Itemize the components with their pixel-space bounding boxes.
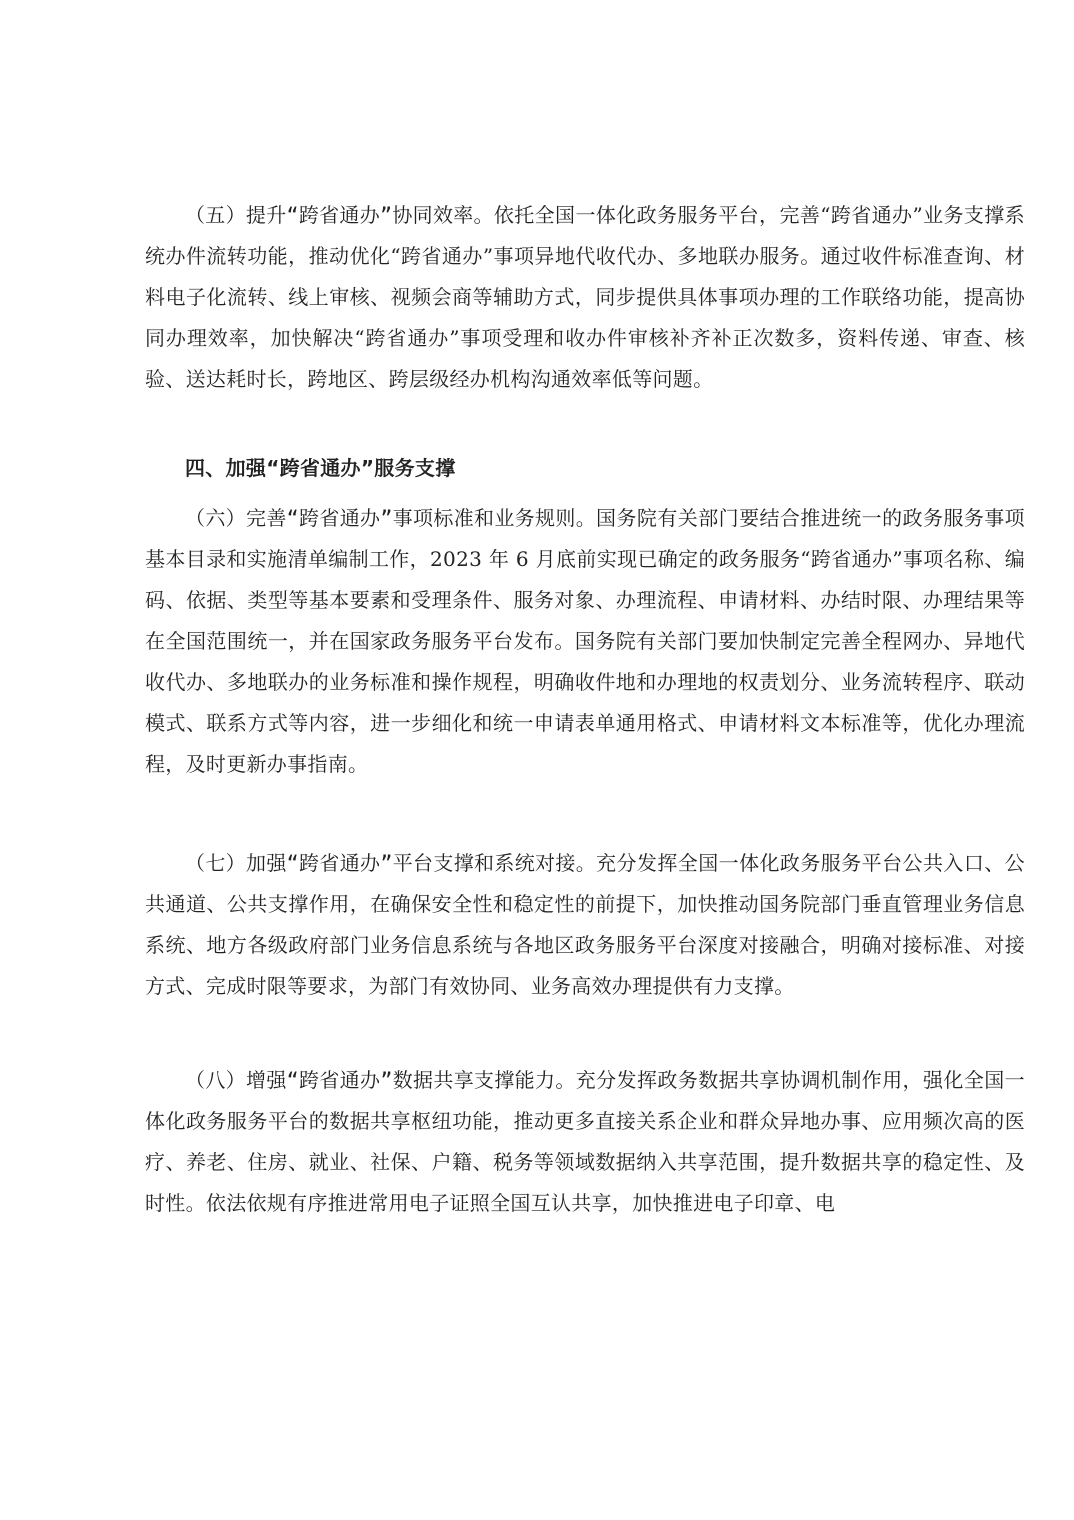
paragraph-eight	[145, 1060, 1025, 1224]
paragraph-five	[145, 195, 1025, 400]
paragraph-five-text: 依托全国一体化政务服务平台，完善“跨省通办”业务支撑系统办件流转功能，推动优化“跨省通办”事项异地代收代办、多地联办服务。通过收件标准查询、材料电子化流转、线上审核、视频会商等辅助方式，同步提供具体事项办理的工作联络功能，提高协同办理效率，加快解决“跨省通办”事项受理和收办件审核补齐补正次数多，资料传递、审查、核验、送达耗时长，跨地区、跨层级经办机构沟通效率低等问题。	[145, 203, 1025, 391]
section-heading: 四、加强“跨省通办”服务支撑	[185, 456, 456, 480]
paragraph-five-lead: （五）提升“跨省通办”协同效率。	[185, 203, 494, 227]
paragraph-seven-text: 充分发挥全国一体化政务服务平台公共入口、公共通道、公共支撑作用，在确保安全性和稳定性的前提下，加快推动国务院部门垂直管理业务信息系统、地方各级政府部门业务信息系统与各地区政务服务平台深度对接融合，明确对接标准、对接方式、完成时限等要求，为部门有效协同、业务高效办理提供有力支撑。	[145, 851, 1025, 998]
paragraph-six-text: 国务院有关部门要结合推进统一的政务服务事项基本目录和实施清单编制工作，2023 年 6 月底前实现已确定的政务服务“跨省通办”事项名称、编码、依据、类型等基本要素和受理条件、服务对象、办理流程、申请材料、办结时限、办理结果等在全国范围统一，并在国家政务服务平台发布。国务院有关部门要加快制定完善全程网办、异地代收代办、多地联办的业务标准和操作规程，明确收件地和办理地的权责划分、业务流转程序、联动模式、联系方式等内容，进一步细化和统一申请表单通用格式、申请材料文本标准等，优化办理流程，及时更新办事指南。	[145, 506, 1025, 776]
paragraph-seven	[145, 843, 1025, 1007]
paragraph-eight-text: 充分发挥政务数据共享协调机制作用，强化全国一体化政务服务平台的数据共享枢纽功能，推动更多直接关系企业和群众异地办事、应用频次高的医疗、养老、住房、就业、社保、户籍、税务等领域数据纳入共享范围，提升数据共享的稳定性、及时性。依法依规有序推进常用电子证照全国互认共享，加快推进电子印章、电	[145, 1068, 1025, 1215]
paragraph-six	[145, 498, 1025, 785]
paragraph-six-lead: （六）完善“跨省通办”事项标准和业务规则。	[185, 506, 597, 530]
paragraph-seven-lead: （七）加强“跨省通办”平台支撑和系统对接。	[185, 851, 597, 875]
paragraph-eight-lead: （八）增强“跨省通办”数据共享支撑能力。	[185, 1068, 576, 1092]
